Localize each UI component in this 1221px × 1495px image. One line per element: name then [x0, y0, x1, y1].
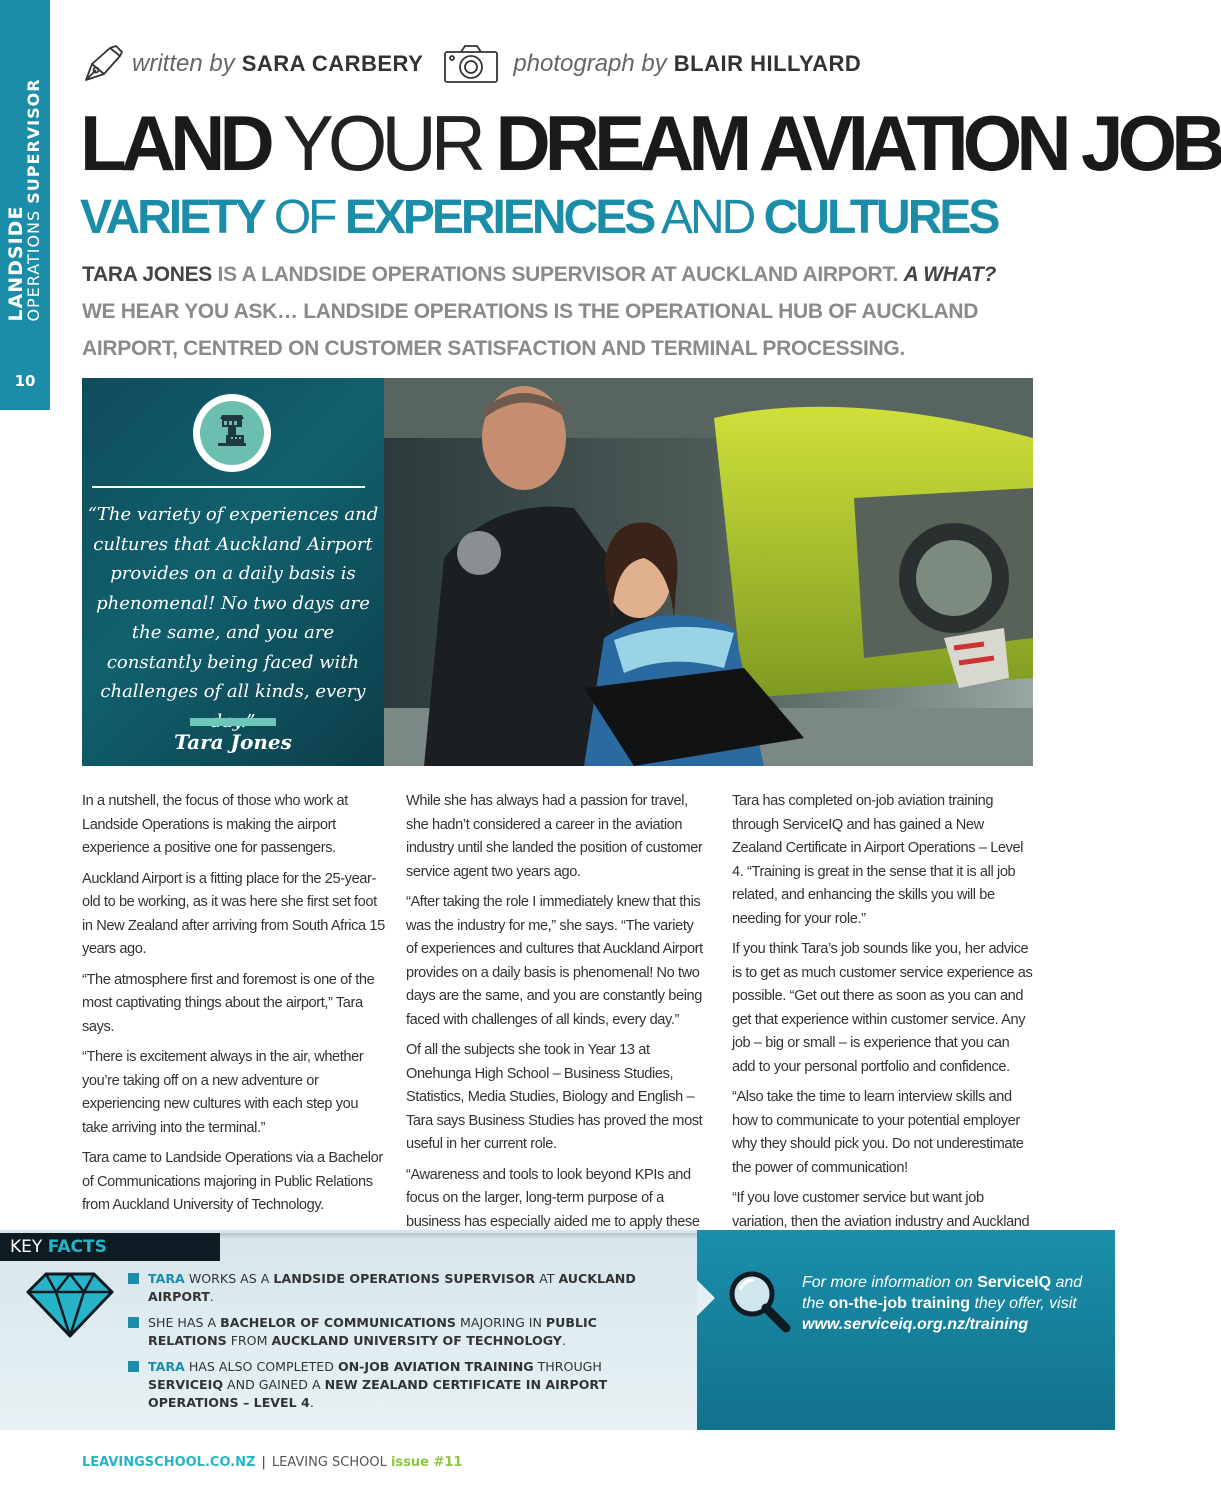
fact-text: BACHELOR OF COMMUNICATIONS	[220, 1315, 456, 1330]
body-paragraph: In a nutshell, the focus of those who work at Landside Operations is making the airport experience a positive one for passengers.	[82, 793, 348, 856]
info-text-part: and the	[802, 1274, 1083, 1312]
fact-text: NEW ZEALAND CERTIFICATE IN AIRPORT OPERATIONS – LEVEL 4	[148, 1377, 608, 1410]
key-fact-item	[128, 1270, 668, 1306]
section-tab-line1: LANDSIDE	[5, 205, 27, 322]
section-tab-line2-bold: SUPERVISOR	[24, 78, 43, 204]
pen-icon	[82, 44, 124, 84]
fact-text: AUCKLAND UNIVERSITY OF TECHNOLOGY	[271, 1333, 562, 1348]
quote-accent-bar	[190, 718, 276, 726]
feature-photo	[384, 378, 1033, 766]
section-tab-label	[7, 78, 43, 321]
body-paragraph: “There is excitement always in the air, whether you’re taking off on a new adventure or experiencing new cultures with each step you take arriving into the terminal.”	[82, 1049, 364, 1136]
fact-text: .	[561, 1333, 566, 1348]
body-paragraph: If you think Tara’s job sounds like you, her advice is to get as much customer service experience as possible. “Get out there as soon as you can and get that experience within customer service. Any job – big or small – is experience that you can add to your personal portfolio and confidence.	[732, 941, 1033, 1075]
key-fact-item	[128, 1314, 668, 1350]
pull-quote-text: “The variety of experiences and cultures that Auckland Airport provides on a daily basis is phenomenal! No two days are the same, and you are constantly being faced with challenges of all kinds, every	[87, 504, 379, 702]
footer-site-link[interactable]: LEAVINGSCHOOL.CO.NZ	[82, 1455, 256, 1470]
subhead-part4: AND	[660, 191, 754, 244]
footer-separator: |	[261, 1455, 266, 1470]
fact-text: WORKS AS A	[184, 1271, 274, 1286]
intro-paragraph	[82, 256, 1002, 367]
diamond-icon	[26, 1272, 114, 1343]
writer-name: SARA CARBERY	[241, 51, 424, 76]
key-facts-label-regular: KEY	[10, 1237, 48, 1257]
subhead-part3: EXPERIENCES	[344, 191, 654, 244]
quote-divider	[92, 486, 365, 488]
info-text-bold: ServiceIQ	[977, 1274, 1052, 1291]
body-column-2	[406, 790, 706, 1265]
magnifier-icon	[728, 1270, 790, 1339]
info-url-link[interactable]: www.serviceiq.org.nz/training	[802, 1316, 1029, 1333]
fact-text: THROUGH	[533, 1359, 602, 1374]
key-facts-shadow	[220, 1233, 700, 1239]
body-paragraph: “Awareness and tools to look beyond KPIs and focus on the larger, long-term purpose of a business has especially aided me to apply these	[406, 1166, 700, 1230]
fact-text: .	[209, 1289, 214, 1304]
camera-icon	[443, 44, 499, 84]
headline	[80, 96, 1221, 190]
subheadline	[80, 188, 997, 248]
body-paragraph: Tara has completed on-job aviation training through ServiceIQ and has gained a New Zealand Certificate in Airport Operations – Level 4. “Training is great in the sense that it is all job related, and enhancing the skills you will be needing for your role.”	[732, 793, 1024, 927]
body-paragraph: Of all the subjects she took in Year 13 at Onehunga High School – Business Studies, Statistics, Media Studies, Biology and English – Tara says Business Studies has proved the most useful in her current role.	[406, 1042, 703, 1152]
page-number: 10	[14, 372, 36, 390]
body-paragraph: Tara came to Landside Operations via a Bachelor of Communications majoring in Public Relations from Auckland University of Technology.	[82, 1150, 383, 1213]
info-text-part: they offer, visit	[970, 1295, 1077, 1312]
fact-text: PUBLIC RELATIONS	[148, 1315, 597, 1348]
body-paragraph: “After taking the role I immediately knew that this was the industry for me,” she says. “The variety of experiences and cultures that Auckland Airport provides on a daily basis is phenomenal! No two days are the same, and you are constantly being faced with challenges of all kinds, every day.”	[406, 894, 703, 1028]
body-column-3	[732, 790, 1036, 1265]
fact-text: AUCKLAND AIRPORT	[148, 1271, 636, 1304]
headline-part1: LAND	[80, 99, 269, 187]
written-by-label: written by	[132, 50, 235, 77]
fact-text: LANDSIDE OPERATIONS SUPERVISOR	[273, 1271, 536, 1286]
footer-magazine: LEAVING SCHOOL	[271, 1455, 391, 1470]
photographer-name: BLAIR HILLYARD	[673, 51, 862, 76]
byline	[82, 42, 861, 86]
fact-text: ON-JOB AVIATION TRAINING	[337, 1359, 534, 1374]
fact-text: FROM	[226, 1333, 272, 1348]
body-paragraph: Auckland Airport is a fitting place for the 25-year-old to be working, as it was here she first set foot in New Zealand after arriving from South Africa 15 years ago.	[82, 870, 385, 957]
headline-part2: YOUR	[282, 99, 481, 187]
intro-text1: IS A LANDSIDE OPERATIONS SUPERVISOR AT AUCKLAND AIRPORT.	[212, 263, 904, 286]
body-paragraph: “Also take the time to learn interview skills and how to communicate to your potential employer why they should pick you. Do not underestimate the power of communication!	[732, 1089, 1024, 1176]
headline-part3: DREAM AVIATION JOB	[495, 99, 1221, 187]
body-column-1	[82, 790, 387, 1225]
key-facts-label-bold: FACTS	[47, 1237, 107, 1257]
page-footer	[82, 1455, 462, 1470]
pull-quote-panel	[82, 378, 384, 766]
fact-text: .	[309, 1395, 314, 1410]
section-tab	[0, 0, 50, 410]
control-tower-badge	[193, 394, 271, 472]
fact-text: SHE HAS A	[148, 1315, 221, 1330]
info-box-notch	[697, 1280, 715, 1316]
intro-name: TARA JONES	[82, 263, 213, 286]
pull-quote-author: Tara Jones	[174, 730, 292, 754]
fact-text: HAS ALSO COMPLETED	[184, 1359, 338, 1374]
key-facts-list	[128, 1270, 668, 1420]
subhead-part1: VARIETY	[80, 191, 264, 244]
info-text-bold: on-the-job training	[828, 1295, 970, 1312]
section-tab-line2-regular: OPERATIONS	[24, 203, 43, 322]
info-box-text	[802, 1272, 1102, 1335]
fact-text: AND GAINED A	[223, 1377, 325, 1392]
key-facts-label	[0, 1233, 220, 1261]
body-paragraph: “If you love customer service but want job variation, then the aviation industry and Auckland	[732, 1190, 1030, 1230]
fact-text: SERVICEIQ	[148, 1377, 224, 1392]
photo-by-label: photograph by	[513, 50, 667, 77]
fact-text: TARA	[148, 1271, 185, 1286]
footer-issue: issue #11	[390, 1455, 463, 1470]
body-paragraph: While she has always had a passion for travel, she hadn’t considered a career in the aviation industry until she landed the position of customer service agent two years ago.	[406, 793, 703, 880]
fact-text: TARA	[148, 1359, 185, 1374]
fact-text: MAJORING IN	[456, 1315, 546, 1330]
key-fact-item	[128, 1358, 668, 1412]
info-text-part: For more information on	[802, 1274, 978, 1291]
intro-text2: WE HEAR YOU ASK… LANDSIDE OPERATIONS IS THE OPERATIONAL HUB OF AUCKLAND AIRPORT, CENTRED ON CUSTOMER SATISFACTION AND TERMINAL PROCESSING.	[82, 300, 979, 360]
body-paragraph: “The atmosphere first and foremost is one of the most captivating things about the airport,” Tara says.	[82, 971, 375, 1035]
subhead-part5: CULTURES	[763, 191, 998, 244]
section-tab-line2	[25, 78, 43, 321]
fact-text: AT	[535, 1271, 559, 1286]
control-tower-icon	[210, 409, 254, 458]
intro-italic: A WHAT?	[903, 263, 996, 286]
subhead-part2: OF	[273, 191, 335, 244]
